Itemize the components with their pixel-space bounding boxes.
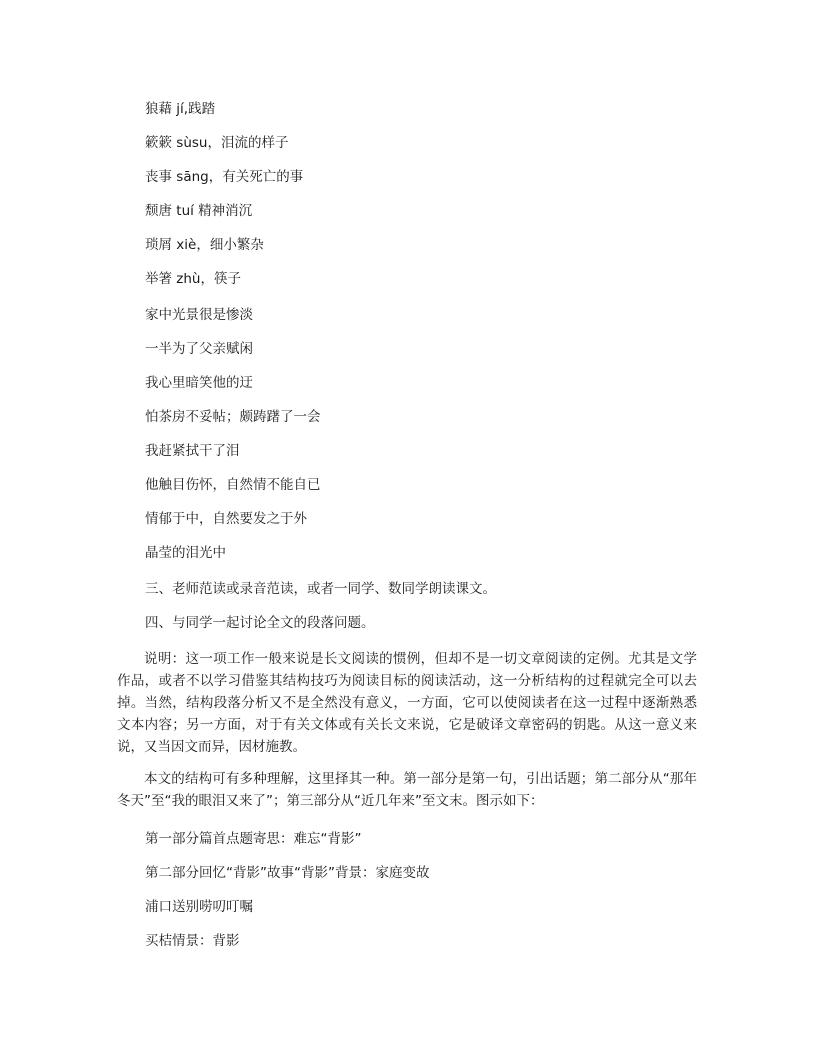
outline-item: 浦口送别唠叨叮嘱 bbox=[145, 899, 253, 915]
vocab-item: 颓唐 tuí 精神消沉 bbox=[145, 203, 253, 219]
vocab-item: 狼藉 jí,践踏 bbox=[145, 101, 216, 117]
outline-item: 第二部分回忆“背影”故事“背影”背景：家庭变故 bbox=[145, 865, 430, 881]
phrase-item: 我赶紧拭干了泪 bbox=[145, 443, 240, 459]
phrase-item: 晶莹的泪光中 bbox=[145, 545, 226, 561]
phrase-item: 情郁于中，自然要发之于外 bbox=[145, 511, 307, 527]
phrase-item: 家中光景很是惨淡 bbox=[145, 307, 253, 323]
vocab-item: 丧事 sāng，有关死亡的事 bbox=[145, 169, 304, 185]
phrase-item: 我心里暗笑他的迂 bbox=[145, 375, 253, 391]
step-three: 三、老师范读或录音范读，或者一同学、数同学朗读课文。 bbox=[145, 581, 496, 597]
vocab-item: 簌簌 sùsu，泪流的样子 bbox=[145, 135, 289, 151]
step-four: 四、与同学一起讨论全文的段落问题。 bbox=[145, 615, 375, 631]
explanation-paragraph: 说明：这一项工作一般来说是长文阅读的惯例，但却不是一切文章阅读的定例。尤其是文学作品，或者不以学习借鉴其结构技巧为阅读目标的阅读活动，这一分析结构的过程就完全可以去掉。当然，结构段落分析又不是全然没有意义，一方面，它可以使阅读者在这一过程中逐渐熟悉文本内容；另一方面，对于有关文体或有关长文来说，它是破译文章密码的钥匙。从这一意义来说，又当因文而异，因材施教。 bbox=[117, 651, 697, 755]
phrase-item: 他触目伤怀，自然情不能自已 bbox=[145, 477, 321, 493]
outline-item: 买桔情景：背影 bbox=[145, 933, 240, 949]
outline-item: 第一部分篇首点题寄思：难忘“背影” bbox=[145, 831, 362, 847]
vocab-item: 举箸 zhù，筷子 bbox=[145, 271, 241, 287]
vocab-item: 琐屑 xiè，细小繁杂 bbox=[145, 237, 264, 253]
phrase-item: 一半为了父亲赋闲 bbox=[145, 341, 253, 357]
phrase-item: 怕茶房不妥帖；颇踌躇了一会 bbox=[145, 409, 321, 425]
structure-paragraph: 本文的结构可有多种理解，这里择其一种。第一部分是第一句，引出话题；第二部分从“那年冬天”至“我的眼泪又来了”；第三部分从“近几年来”至文末。图示如下： bbox=[117, 771, 697, 809]
